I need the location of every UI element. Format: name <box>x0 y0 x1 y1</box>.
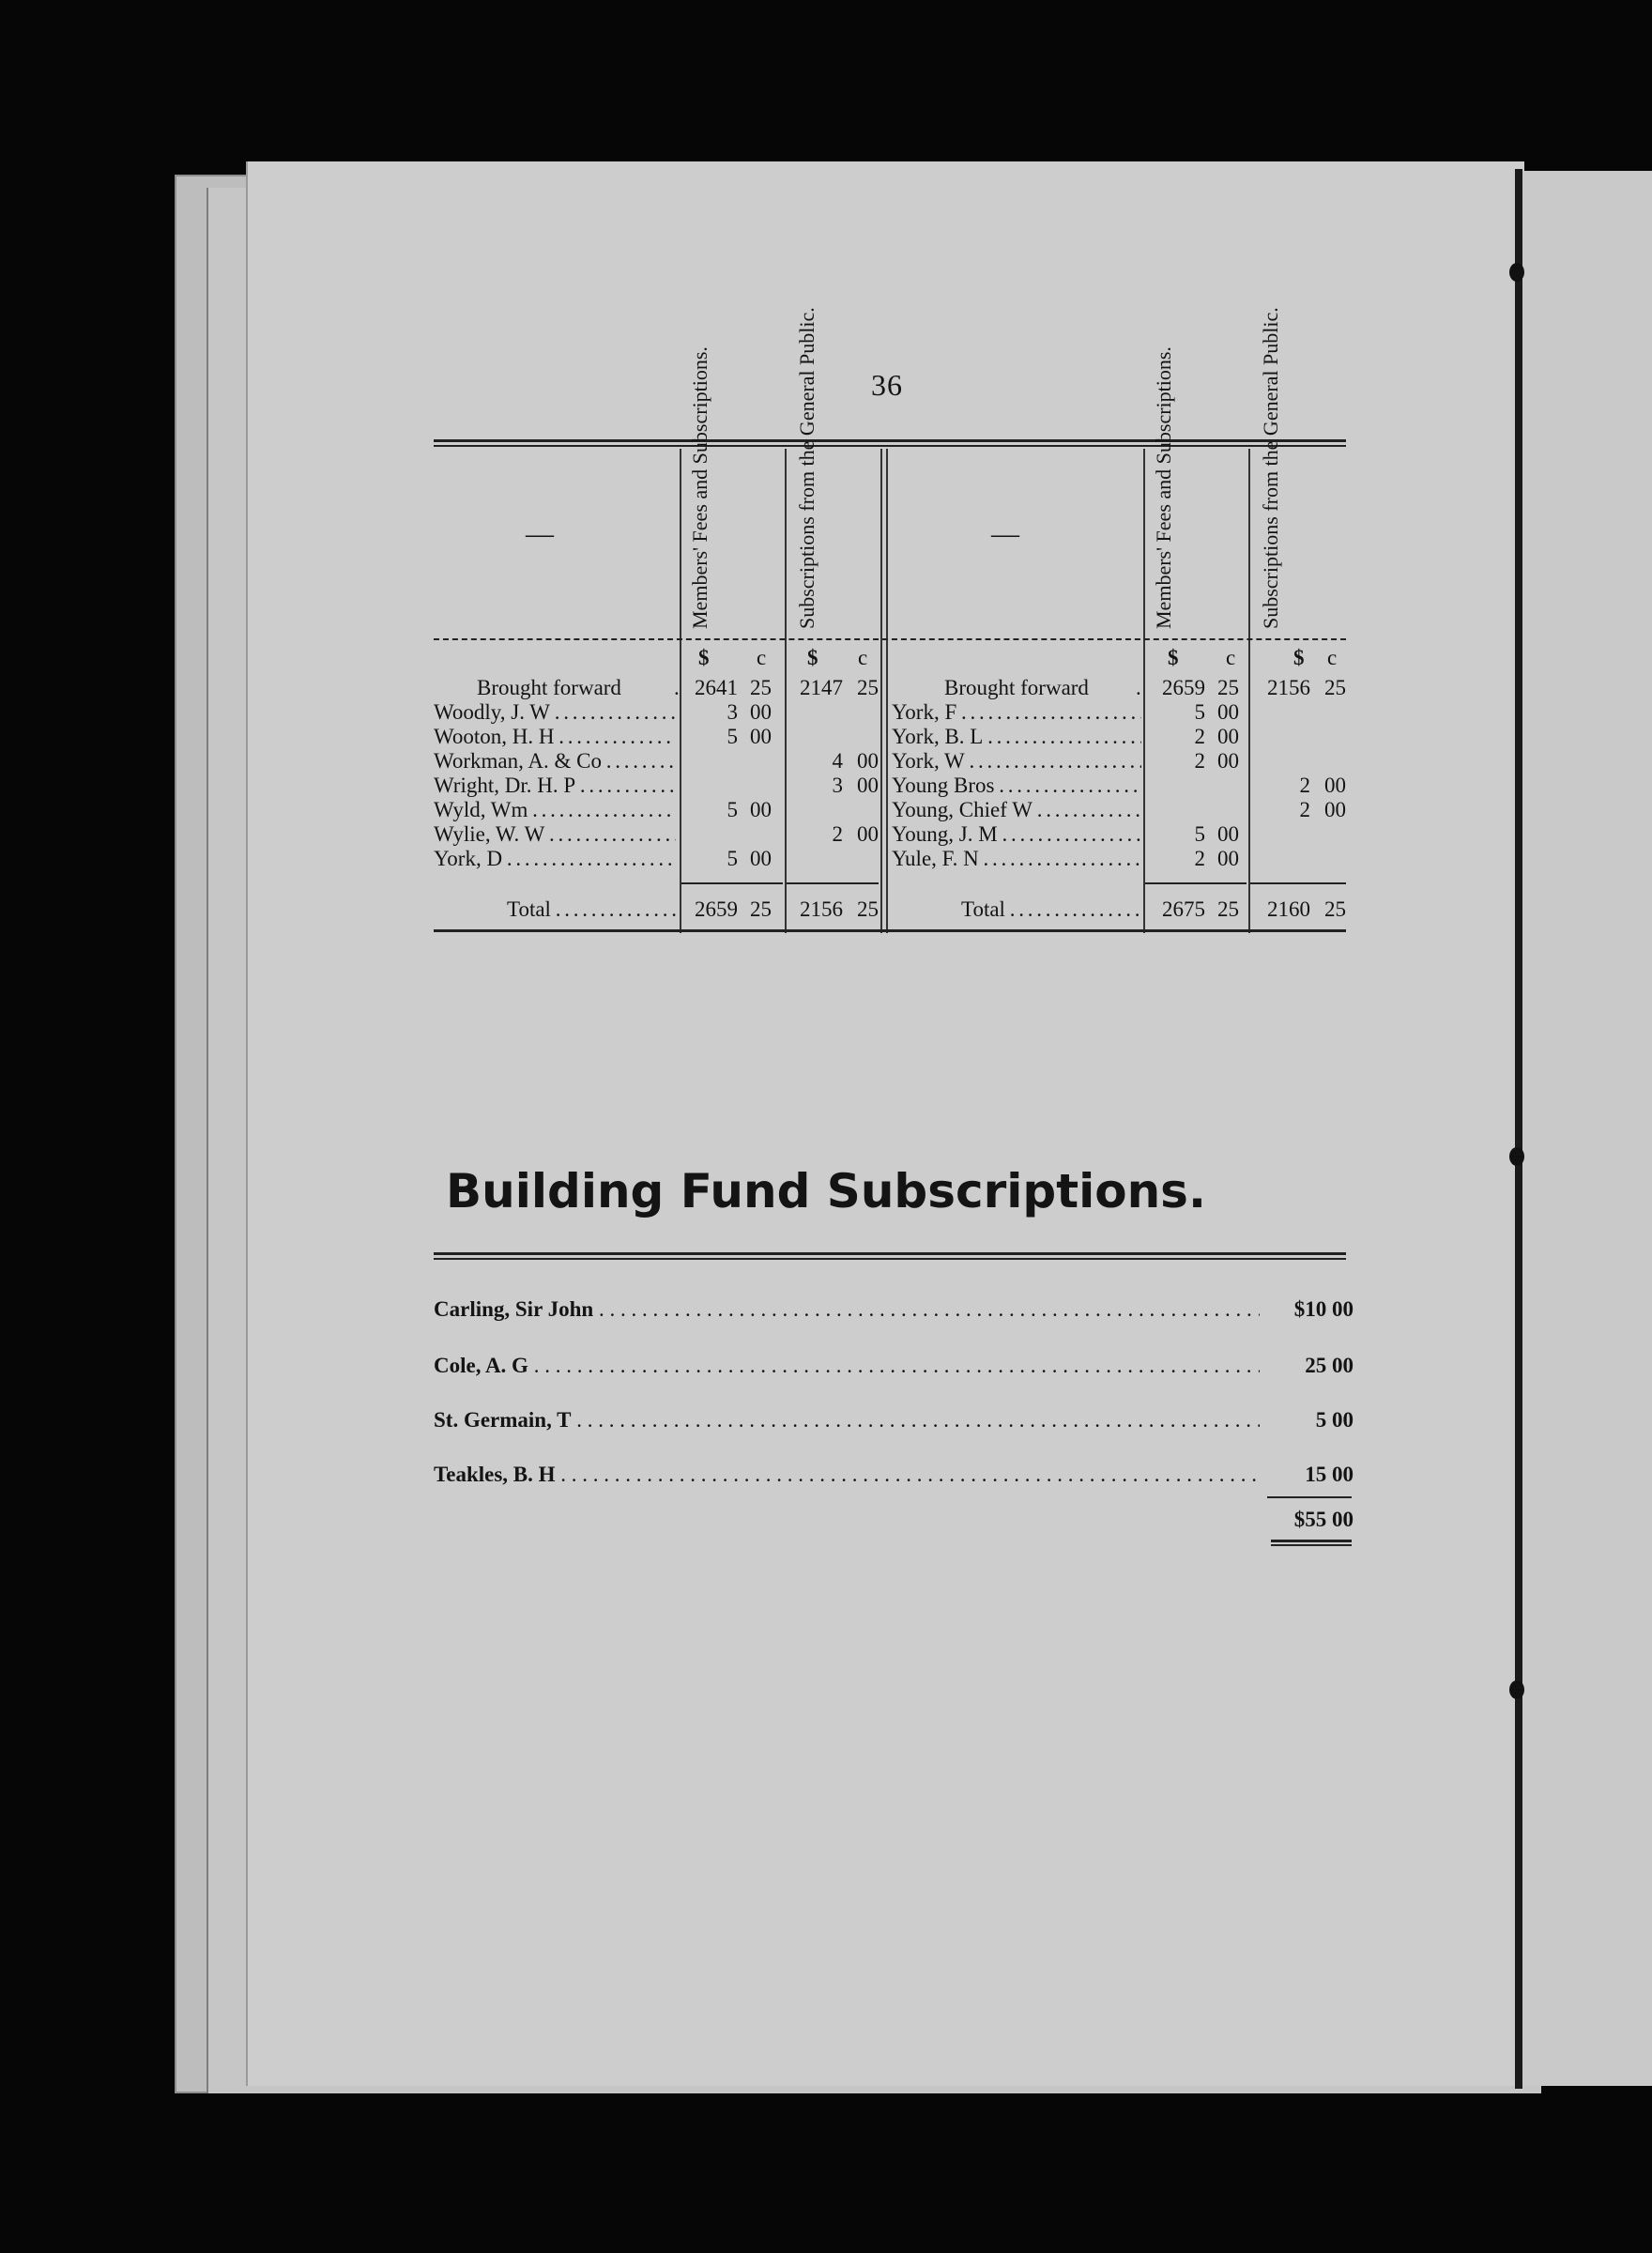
subscriber-name: Cole, A. G . . . <box>434 1354 1260 1378</box>
table-row <box>890 847 1346 871</box>
table-row <box>890 725 1346 749</box>
row-name: Workman, A. & Co . . . <box>434 749 676 774</box>
members-cents: 00 <box>1217 725 1239 748</box>
total-double-rule <box>1271 1540 1352 1546</box>
subtotal-rule <box>1250 882 1346 884</box>
members-dollars: 5 <box>1194 700 1205 724</box>
members-dollars: 5 <box>1194 822 1205 846</box>
unit-dollar: $ <box>1168 646 1179 669</box>
members-dollars: 2641 <box>695 676 738 699</box>
subscriber-name: Teakles, B. H . . . <box>434 1463 1260 1487</box>
total-rule <box>1267 1496 1352 1498</box>
column-header-public-right <box>1260 479 1303 629</box>
facing-page-edge <box>1519 171 1652 2086</box>
table-row <box>890 798 1346 822</box>
public-dollars: 2156 <box>800 897 843 921</box>
table-row <box>434 774 880 798</box>
public-dollars: 4 <box>832 749 843 773</box>
table-row <box>890 749 1346 774</box>
header-rule <box>434 638 1346 640</box>
row-name: Yule, F. N . . . <box>892 847 1141 871</box>
header-blank-right: — <box>991 518 1019 549</box>
building-fund-title: Building Fund Subscriptions. <box>446 1164 1206 1218</box>
subscription-amount: 15 00 <box>1305 1463 1354 1486</box>
subscription-amount: 25 00 <box>1305 1354 1354 1377</box>
public-cents: 00 <box>857 774 879 797</box>
public-dollars: 2160 <box>1267 897 1310 921</box>
row-name: Woodly, J. W . . . <box>434 700 676 725</box>
row-name: Young, J. M . . . <box>892 822 1141 847</box>
members-dollars: 2 <box>1194 725 1205 748</box>
table-row <box>434 798 880 822</box>
table-row <box>434 749 880 774</box>
center-divider <box>880 449 888 933</box>
row-name: Wooton, H. H . . . <box>434 725 676 749</box>
row-name: Wylie, W. W . . . <box>434 822 676 847</box>
public-cents: 25 <box>857 676 879 699</box>
row-name: York, F . . . <box>892 700 1141 725</box>
binding-hole <box>1509 263 1524 282</box>
public-cents: 25 <box>1324 676 1346 699</box>
row-name: York, D . . . <box>434 847 676 871</box>
subscriber-name: Carling, Sir John . . . <box>434 1297 1260 1322</box>
table-row <box>434 725 880 749</box>
members-dollars: 5 <box>727 847 738 870</box>
members-dollars: 5 <box>727 798 738 821</box>
total-row <box>434 1508 1354 1540</box>
column-header-members-left: Members' Fees and Subscriptions. <box>688 346 711 629</box>
list-item <box>434 1408 1354 1440</box>
unit-cents: c <box>1327 646 1338 669</box>
table-top-rule <box>434 439 1346 447</box>
table-row <box>434 822 880 847</box>
building-fund-rule <box>434 1252 1346 1260</box>
public-cents: 00 <box>1324 798 1346 821</box>
binding-spine <box>1515 169 1522 2089</box>
binding-hole <box>1509 1147 1524 1166</box>
public-dollars: 2 <box>1299 774 1310 797</box>
unit-dollar: $ <box>698 646 710 669</box>
unit-cents: c <box>1226 646 1236 669</box>
public-dollars: 2147 <box>800 676 843 699</box>
total-row <box>434 897 880 922</box>
public-dollars: 2 <box>1299 798 1310 821</box>
public-cents: 00 <box>857 749 879 773</box>
building-fund-total: $55 00 <box>1293 1508 1354 1531</box>
total-label: Total . . . <box>961 897 1141 922</box>
total-row <box>890 897 1346 922</box>
members-cents: 00 <box>1217 822 1239 846</box>
members-dollars: 2 <box>1194 749 1205 773</box>
members-dollars: 2659 <box>695 897 738 921</box>
row-name: Brought forward <box>944 676 1089 699</box>
table-row: Brought forward . 2641 25 2147 25 <box>477 676 879 699</box>
public-cents: 25 <box>1324 897 1346 921</box>
total-label: Total . . . <box>507 897 676 922</box>
table-row <box>434 847 880 871</box>
members-cents: 00 <box>1217 847 1239 870</box>
row-name: Young Bros . . . <box>892 774 1141 798</box>
row-name: York, B. L . . . <box>892 725 1141 749</box>
binding-hole <box>1509 1680 1524 1699</box>
members-cents: 00 <box>750 798 772 821</box>
table-row <box>434 700 880 725</box>
row-name: Wright, Dr. H. P . . . <box>434 774 676 798</box>
subtotal-rule <box>1145 882 1247 884</box>
column-header-members-right: Members' Fees and Subscriptions. <box>1152 346 1175 629</box>
members-dollars: 5 <box>727 725 738 748</box>
row-name: York, W . . . <box>892 749 1141 774</box>
members-cents: 25 <box>750 897 772 921</box>
members-cents: 00 <box>1217 749 1239 773</box>
unit-dollar: $ <box>1293 646 1305 669</box>
row-name: Brought forward <box>477 676 621 699</box>
table-row: Brought forward . 2659 25 2156 25 <box>944 676 1346 699</box>
row-name: Wyld, Wm . . . <box>434 798 676 822</box>
members-cents: 00 <box>750 700 772 724</box>
subscription-amount: 5 00 <box>1315 1408 1354 1432</box>
members-dollars: 2659 <box>1162 676 1205 699</box>
row-name: Young, Chief W . . . <box>892 798 1141 822</box>
members-cents: 00 <box>750 725 772 748</box>
table-bottom-rule <box>434 929 1346 932</box>
subscription-amount: $10 00 <box>1293 1297 1354 1321</box>
list-item <box>434 1297 1354 1329</box>
public-cents: 25 <box>857 897 879 921</box>
page-number: 36 <box>871 368 903 402</box>
table-row <box>890 700 1346 725</box>
subtotal-rule <box>681 882 783 884</box>
members-cents: 25 <box>1217 676 1239 699</box>
list-item <box>434 1354 1354 1386</box>
members-cents: 25 <box>1217 897 1239 921</box>
subtotal-rule <box>787 882 879 884</box>
public-cents: 00 <box>857 822 879 846</box>
members-dollars: 2 <box>1194 847 1205 870</box>
unit-dollar: $ <box>807 646 818 669</box>
table-row <box>890 774 1346 798</box>
list-item <box>434 1463 1354 1494</box>
members-cents: 25 <box>750 676 772 699</box>
members-dollars: 2675 <box>1162 897 1205 921</box>
header-blank-left: — <box>526 518 554 549</box>
subscriber-name: St. Germain, T . . . <box>434 1408 1260 1433</box>
column-header-public-left <box>796 479 839 629</box>
unit-cents: c <box>757 646 767 669</box>
members-dollars: 3 <box>727 700 738 724</box>
unit-cents: c <box>858 646 868 669</box>
public-dollars: 2 <box>832 822 843 846</box>
public-cents: 00 <box>1324 774 1346 797</box>
public-dollars: 3 <box>832 774 843 797</box>
members-cents: 00 <box>1217 700 1239 724</box>
members-cents: 00 <box>750 847 772 870</box>
public-dollars: 2156 <box>1267 676 1310 699</box>
table-row <box>890 822 1346 847</box>
